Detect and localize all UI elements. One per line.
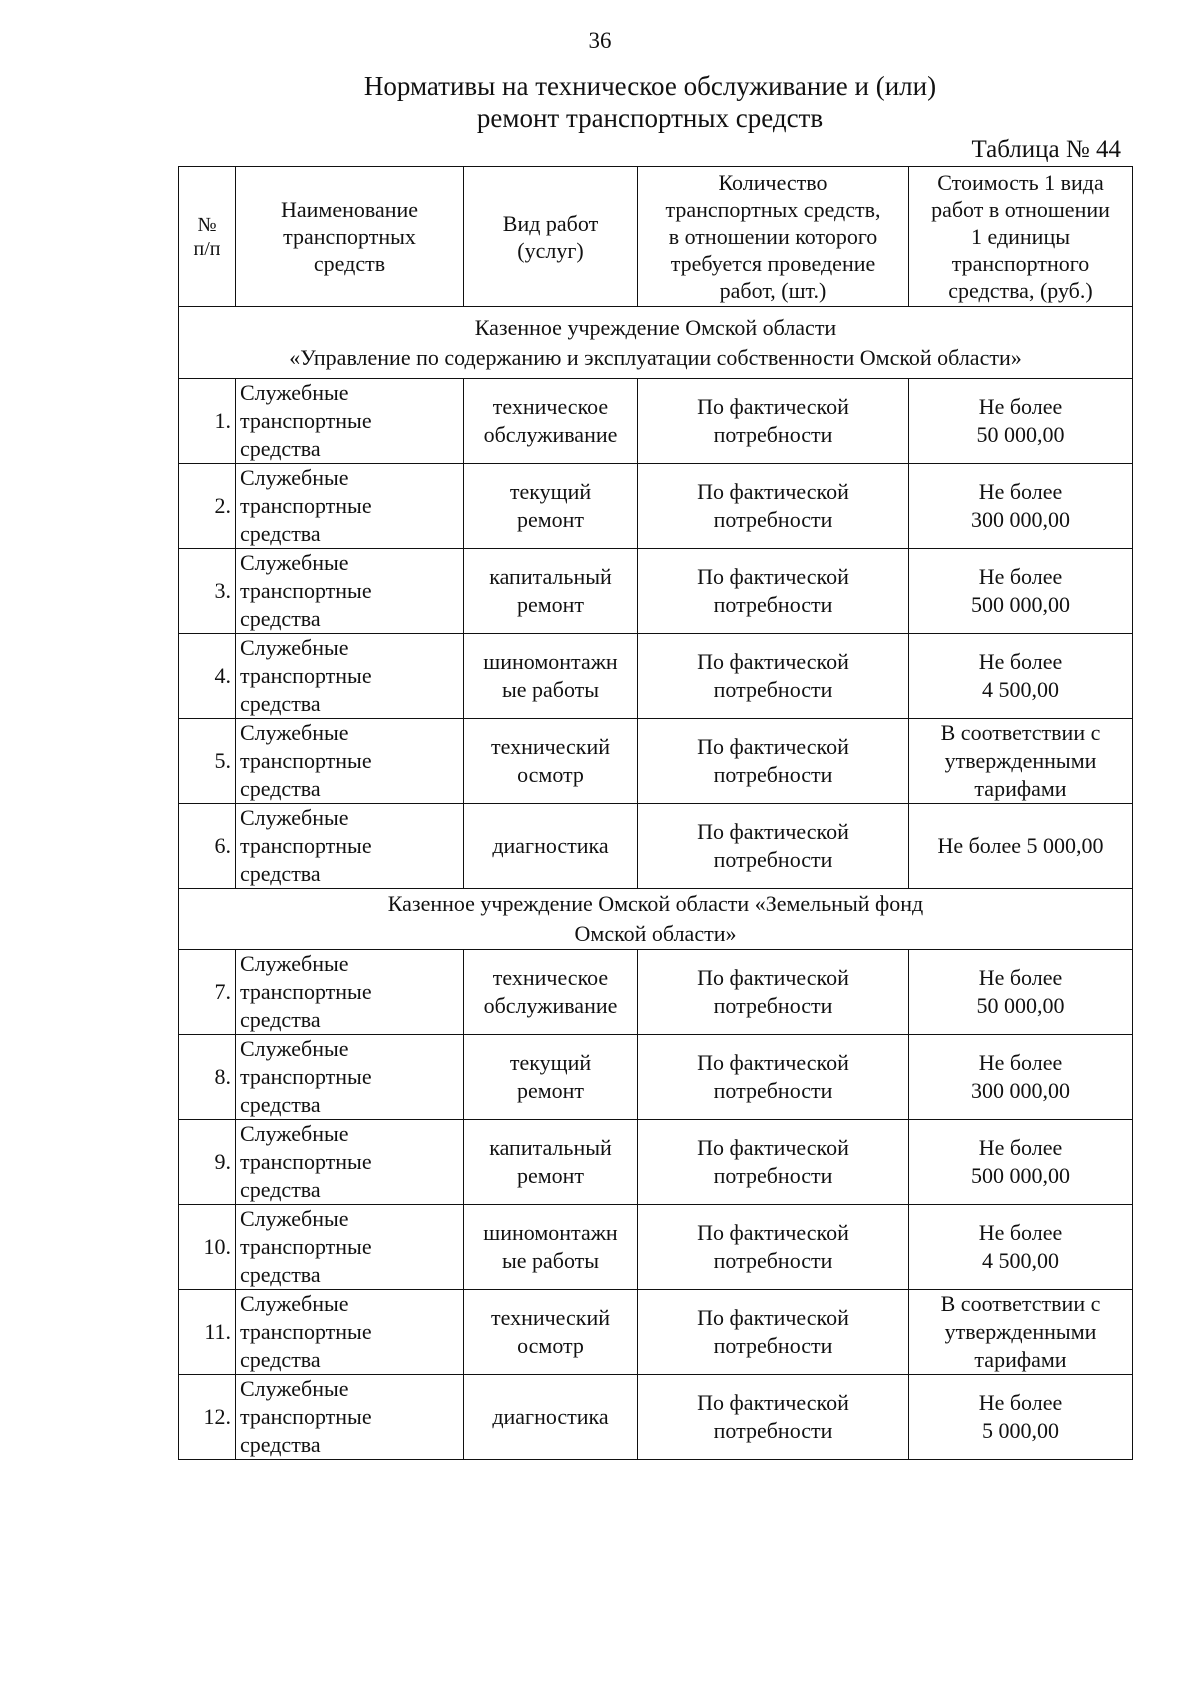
section-title-line: Омской области» [574,921,737,946]
vehicle-name-line: Служебные [240,951,349,976]
quantity-cell [638,634,909,719]
work-type-line: ремонт [516,1078,585,1103]
vehicle-name-line: транспортные [240,1319,372,1344]
cost-line: 4 500,00 [982,677,1059,702]
work-type-line: ые работы [501,1248,600,1273]
quantity-cell [638,804,909,889]
vehicle-name-line: средства [240,521,321,546]
quantity-line: потребности [713,1248,833,1273]
vehicle-name-cell [236,634,464,719]
section-title [179,307,1133,379]
work-type-line: текущий [509,479,592,504]
quantity-cell [638,1290,909,1375]
table-row [179,719,1133,804]
row-number: 11. [179,1290,236,1375]
quantity-line: потребности [713,677,833,702]
row-number: 9. [179,1120,236,1205]
quantity-line: По фактической [697,479,849,504]
work-type-cell [464,634,638,719]
header-line: средств [313,251,386,276]
cost-line: Не более [978,965,1063,990]
quantity-line: По фактической [697,649,849,674]
work-type-line: шиномонтажн [483,649,618,674]
vehicle-name-line: средства [240,1177,321,1202]
vehicle-name-cell [236,549,464,634]
vehicle-name-cell [236,1120,464,1205]
cost-cell [909,1205,1133,1290]
header-line: 1 единицы [970,224,1071,249]
quantity-line: По фактической [697,819,849,844]
table-body [179,307,1133,1460]
vehicle-name-cell [236,950,464,1035]
vehicle-name-line: Служебные [240,1206,349,1231]
work-type-cell [464,549,638,634]
header-number [179,167,236,307]
quantity-line: потребности [713,847,833,872]
row-number: 3. [179,549,236,634]
cost-line: 5 000,00 [982,1418,1059,1443]
work-type-line: текущий [509,1050,592,1075]
header-line: требуется проведение [670,251,876,276]
header-line: транспортного [951,251,1090,276]
header-line: № [197,213,217,236]
vehicle-name-line: средства [240,606,321,631]
work-type-cell [464,464,638,549]
work-type-cell [464,1035,638,1120]
quantity-line: По фактической [697,1135,849,1160]
vehicle-name-line: Служебные [240,550,349,575]
cost-line: Не более 5 000,00 [937,833,1104,858]
vehicle-name-cell [236,1290,464,1375]
work-type-line: осмотр [517,762,584,787]
header-cost [909,167,1133,307]
vehicle-name-line: транспортные [240,979,372,1004]
page-number: 36 [588,28,612,53]
vehicle-name-line: транспортные [240,408,372,433]
vehicle-name-line: транспортные [240,1404,372,1429]
quantity-line: По фактической [697,1305,849,1330]
vehicle-name-line: средства [240,1347,321,1372]
cost-cell [909,634,1133,719]
work-type-line: ые работы [501,677,600,702]
table-row [179,1290,1133,1375]
vehicle-name-line: средства [240,1092,321,1117]
cost-line: утвержденными [944,748,1097,773]
section-title-line: Казенное учреждение Омской области [474,314,837,340]
header-line: п/п [193,237,221,260]
document-title [300,70,1000,134]
quantity-line: По фактической [697,1390,849,1415]
vehicle-name-line: транспортные [240,833,372,858]
quantity-line: потребности [713,993,833,1018]
quantity-cell [638,549,909,634]
header-vehicle-quantity [638,167,909,307]
cost-line: 50 000,00 [976,422,1065,447]
cost-line: утвержденными [944,1319,1097,1344]
vehicle-name-cell [236,719,464,804]
row-number: 8. [179,1035,236,1120]
work-type-line: диагностика [492,1404,609,1429]
row-number: 7. [179,950,236,1035]
quantity-cell [638,464,909,549]
cost-cell [909,804,1133,889]
quantity-line: потребности [713,1163,833,1188]
cost-line: Не более [978,564,1063,589]
work-type-cell [464,1375,638,1460]
work-type-line: диагностика [492,833,609,858]
cost-cell [909,1290,1133,1375]
cost-line: 4 500,00 [982,1248,1059,1273]
work-type-cell [464,379,638,464]
cost-cell [909,719,1133,804]
vehicle-name-line: транспортные [240,1064,372,1089]
document-title-line: ремонт транспортных средств [476,103,824,133]
row-number: 4. [179,634,236,719]
quantity-line: потребности [713,1418,833,1443]
cost-line: Не более [978,479,1063,504]
cost-cell [909,464,1133,549]
cost-cell [909,1120,1133,1205]
cost-line: 500 000,00 [971,1163,1070,1188]
work-type-cell [464,1120,638,1205]
vehicle-name-line: Служебные [240,1121,349,1146]
work-type-line: обслуживание [483,422,618,447]
section-header-row [179,889,1133,950]
work-type-line: обслуживание [483,993,618,1018]
cost-line: 300 000,00 [971,1078,1070,1103]
vehicle-name-line: средства [240,1262,321,1287]
section-header-row [179,307,1133,379]
work-type-line: осмотр [517,1333,584,1358]
work-type-cell [464,719,638,804]
cost-line: Не более [978,394,1063,419]
cost-line: Не более [978,1135,1063,1160]
document-title-line: Нормативы на техническое обслуживание и (или) [363,71,937,101]
table-label: Таблица № 44 [971,136,1121,163]
cost-line: 300 000,00 [971,507,1070,532]
work-type-cell [464,1205,638,1290]
section-title-line: «Управление по содержанию и эксплуатации собственности Омской области» [289,344,1022,370]
vehicle-name-line: средства [240,691,321,716]
table-row [179,634,1133,719]
quantity-line: потребности [713,1078,833,1103]
work-type-cell [464,950,638,1035]
quantity-cell [638,1035,909,1120]
cost-line: Не более [978,1220,1063,1245]
vehicle-name-line: средства [240,776,321,801]
cost-line: 50 000,00 [976,993,1065,1018]
table-row [179,1035,1133,1120]
vehicle-name-line: Служебные [240,1036,349,1061]
vehicle-name-line: Служебные [240,1376,349,1401]
section-title [179,889,1133,950]
quantity-cell [638,950,909,1035]
vehicle-name-line: Служебные [240,805,349,830]
quantity-cell [638,1205,909,1290]
quantity-line: По фактической [697,965,849,990]
row-number: 6. [179,804,236,889]
work-type-line: шиномонтажн [483,1220,618,1245]
table-row [179,549,1133,634]
cost-cell [909,950,1133,1035]
quantity-line: потребности [713,507,833,532]
header-line: Количество [718,170,828,195]
vehicle-name-line: транспортные [240,1234,372,1259]
cost-line: В соответствии с [940,1291,1101,1316]
quantity-line: По фактической [697,734,849,759]
work-type-line: ремонт [516,1163,585,1188]
header-line: в отношении которого [668,224,878,249]
cost-cell [909,549,1133,634]
quantity-cell [638,1120,909,1205]
vehicle-name-line: средства [240,1432,321,1457]
work-type-cell [464,804,638,889]
work-type-line: ремонт [516,507,585,532]
work-type-line: капитальный [489,564,612,589]
table-row [179,379,1133,464]
quantity-line: По фактической [697,564,849,589]
header-line: Наименование [280,197,419,222]
cost-line: тарифами [974,1347,1067,1372]
table-header-row [179,167,1133,307]
cost-cell [909,1035,1133,1120]
vehicle-name-line: Служебные [240,380,349,405]
vehicle-name-line: Служебные [240,465,349,490]
header-line: средства, (руб.) [948,278,1093,303]
cost-cell [909,379,1133,464]
vehicle-name-line: транспортные [240,493,372,518]
cost-line: 500 000,00 [971,592,1070,617]
header-line: Стоимость 1 вида [937,170,1104,195]
vehicle-name-line: средства [240,861,321,886]
table-row [179,804,1133,889]
header-line: Вид работ [502,210,599,236]
work-type-line: техническое [492,394,609,419]
quantity-line: потребности [713,1333,833,1358]
quantity-line: потребности [713,762,833,787]
vehicle-name-cell [236,1375,464,1460]
quantity-line: потребности [713,592,833,617]
cost-line: Не более [978,1390,1063,1415]
vehicle-name-line: Служебные [240,1291,349,1316]
header-line: работ, (шт.) [719,278,827,303]
section-title-line: Казенное учреждение Омской области «Земельный фонд [387,891,924,916]
table-row [179,950,1133,1035]
vehicle-name-line: транспортные [240,663,372,688]
quantity-line: По фактической [697,1220,849,1245]
work-type-line: ремонт [516,592,585,617]
quantity-cell [638,719,909,804]
table-row [179,1375,1133,1460]
header-line: работ в отношении [931,197,1110,222]
quantity-line: По фактической [697,1050,849,1075]
quantity-line: потребности [713,422,833,447]
work-type-line: технический [490,1305,610,1330]
vehicle-name-cell [236,1205,464,1290]
vehicle-name-line: транспортные [240,1149,372,1174]
cost-line: Не более [978,1050,1063,1075]
vehicle-name-line: Служебные [240,720,349,745]
table-row [179,1205,1133,1290]
table-row [179,1120,1133,1205]
row-number: 1. [179,379,236,464]
work-type-line: капитальный [489,1135,612,1160]
vehicle-name-line: транспортные [240,578,372,603]
header-vehicle-name [236,167,464,307]
quantity-cell [638,1375,909,1460]
header-work-type [464,167,638,307]
cost-cell [909,1375,1133,1460]
vehicle-name-cell [236,1035,464,1120]
work-type-cell [464,1290,638,1375]
quantity-cell [638,379,909,464]
work-type-line: техническое [492,965,609,990]
table-row [179,464,1133,549]
quantity-line: По фактической [697,394,849,419]
vehicle-name-line: средства [240,436,321,461]
row-number: 2. [179,464,236,549]
row-number: 12. [179,1375,236,1460]
cost-line: тарифами [974,776,1067,801]
vehicle-name-line: средства [240,1007,321,1032]
vehicle-name-cell [236,464,464,549]
cost-line: Не более [978,649,1063,674]
row-number: 5. [179,719,236,804]
vehicle-name-line: транспортные [240,748,372,773]
vehicle-name-line: Служебные [240,635,349,660]
vehicle-name-cell [236,804,464,889]
header-line: транспортных [283,224,416,249]
norms-table [178,166,1133,1460]
header-line: транспортных средств, [665,197,881,222]
cost-line: В соответствии с [940,720,1101,745]
work-type-line: технический [490,734,610,759]
header-line: (услуг) [517,237,584,263]
vehicle-name-cell [236,379,464,464]
row-number: 10. [179,1205,236,1290]
